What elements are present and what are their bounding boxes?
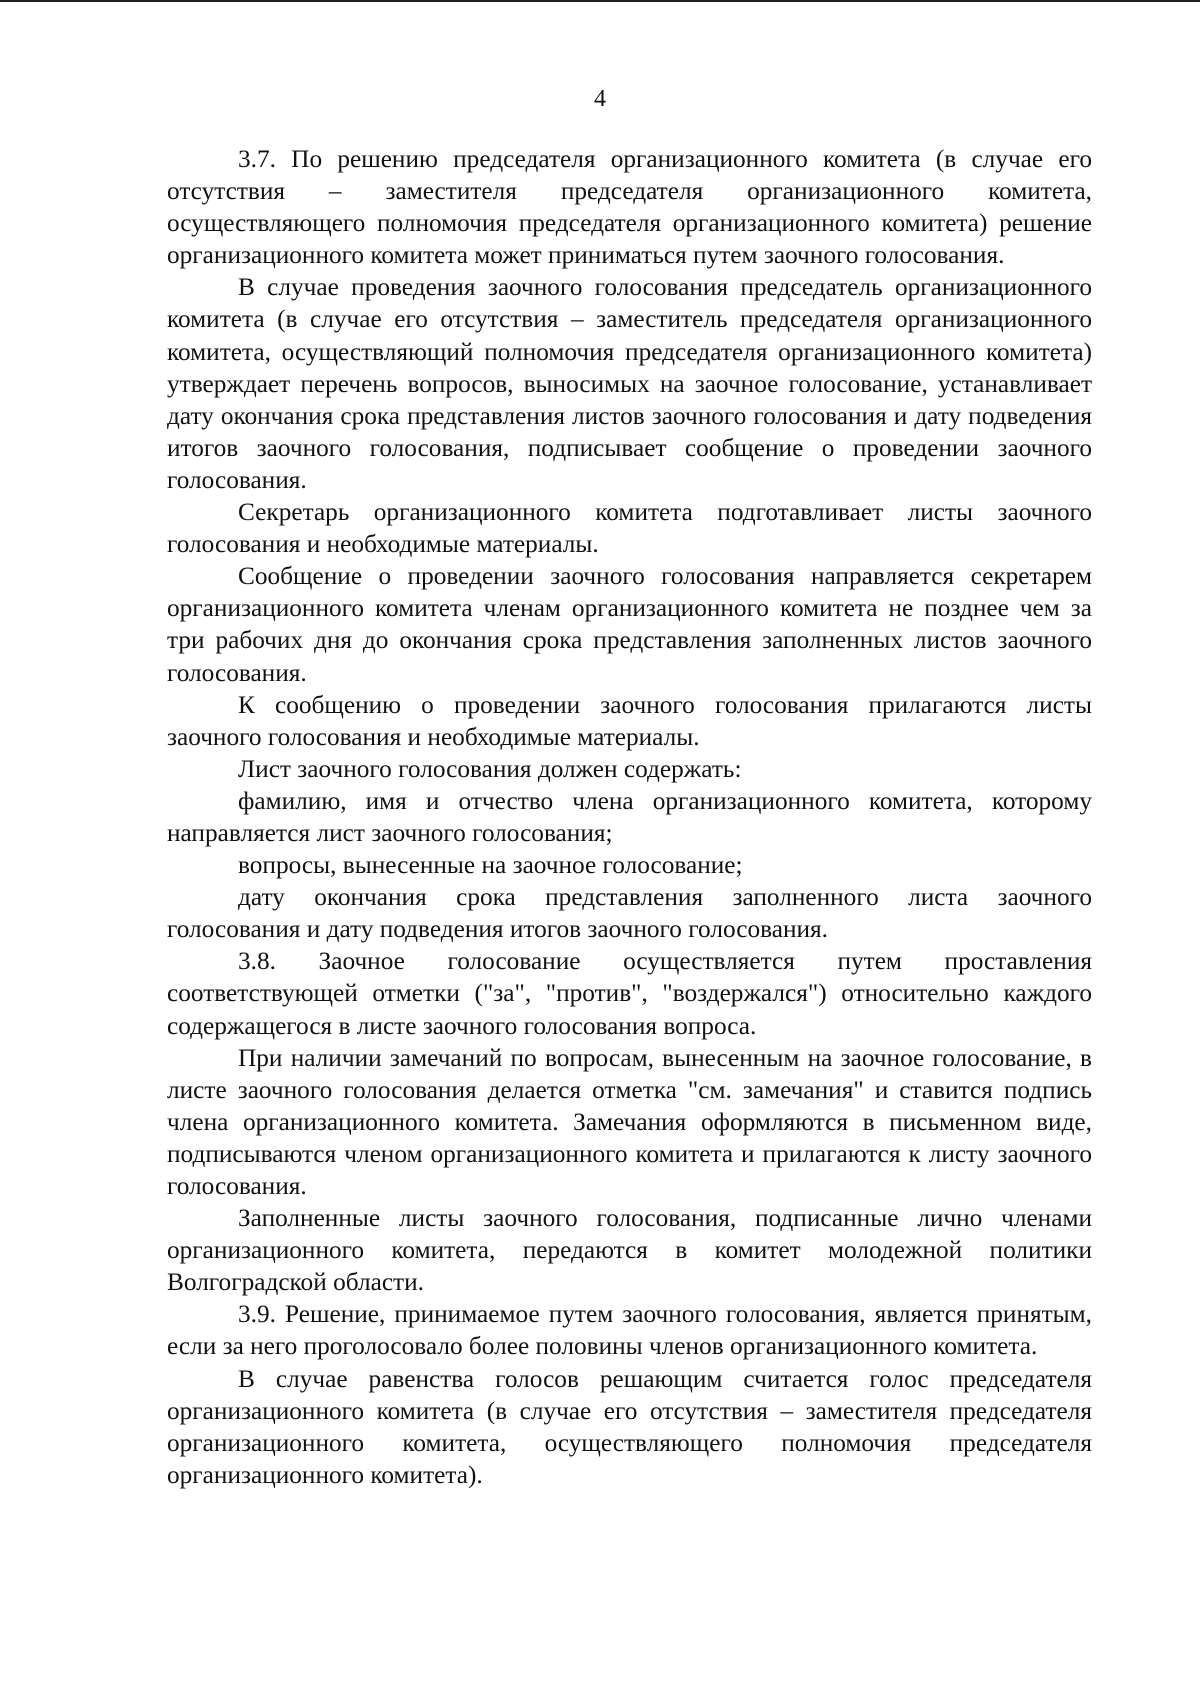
list-item-member-name: фамилию, имя и отчество члена организационного комитета, которому направляется лист заочного голосования;	[167, 786, 1092, 847]
paragraph-notice-sent: Сообщение о проведении заочного голосования направляется секретарем организационного комитета членам организационного комитета не позднее чем за три рабочих дня до окончания срока представления заполненных листов заочного голосования.	[167, 562, 1092, 687]
page-number: 4	[594, 86, 606, 112]
paragraph-3-7: 3.7. По решению председателя организационного комитета (в случае его отсутствия – заместителя председателя организационного комитета, осуществляющего полномочия председателя организационного комитета) решение организационного комитета может приниматься путем заочного голосования.	[167, 145, 1092, 270]
paragraph-secretary-prepares: Секретарь организационного комитета подготавливает листы заочного голосования и необходимые материалы.	[167, 498, 1092, 559]
paragraph-3-8: 3.8. Заочное голосование осуществляется путем проставления соответствующей отметки ("за", "против", "воздержался") относительно каждого содержащегося в листе заочного голосования вопроса.	[167, 947, 1092, 1040]
paragraph-absentee-procedure: В случае проведения заочного голосования председатель организационного комитета (в случае его отсутствия – заместитель председателя организационного комитета, осуществляющий полномочия председателя организационного комитета) утверждает перечень вопросов, выносимых на заочное голосование, устанавливает дату окончания срока представления листов заочного голосования и дату подведения итогов заочного голосования, подписывает сообщение о проведении заочного голосования.	[167, 273, 1092, 494]
paragraph-tie-vote: В случае равенства голосов решающим считается голос председателя организационного комитета (в случае его отсутствия – заместителя председателя организационного комитета, осуществляющего полномочия председателя организационного комитета).	[167, 1364, 1092, 1489]
paragraph-sheet-contents: Лист заочного голосования должен содержать:	[238, 754, 742, 783]
paragraph-3-9: 3.9. Решение, принимаемое путем заочного голосования, является принятым, если за него проголосовало более половины членов организационного комитета.	[167, 1300, 1092, 1361]
paragraph-remarks: При наличии замечаний по вопросам, вынесенным на заочное голосование, в листе заочного голосования делается отметка "см. замечания" и ставится подпись члена организационного комитета. Замечания оформляются в письменном виде, подписываются членом организационного комитета и прилагаются к листу заочного голосования.	[167, 1043, 1092, 1200]
list-item-questions: вопросы, вынесенные на заочное голосование;	[238, 851, 743, 880]
list-item-deadline: дату окончания срока представления заполненного листа заочного голосования и дату подведения итогов заочного голосования.	[167, 883, 1092, 944]
document-body	[167, 143, 1092, 1491]
paragraph-notice-attachments: К сообщению о проведении заочного голосования прилагаются листы заочного голосования и необходимые материалы.	[167, 690, 1092, 751]
paragraph-sheets-transfer: Заполненные листы заочного голосования, подписанные лично членами организационного комитета, передаются в комитет молодежной политики Волгоградской области.	[167, 1204, 1092, 1297]
